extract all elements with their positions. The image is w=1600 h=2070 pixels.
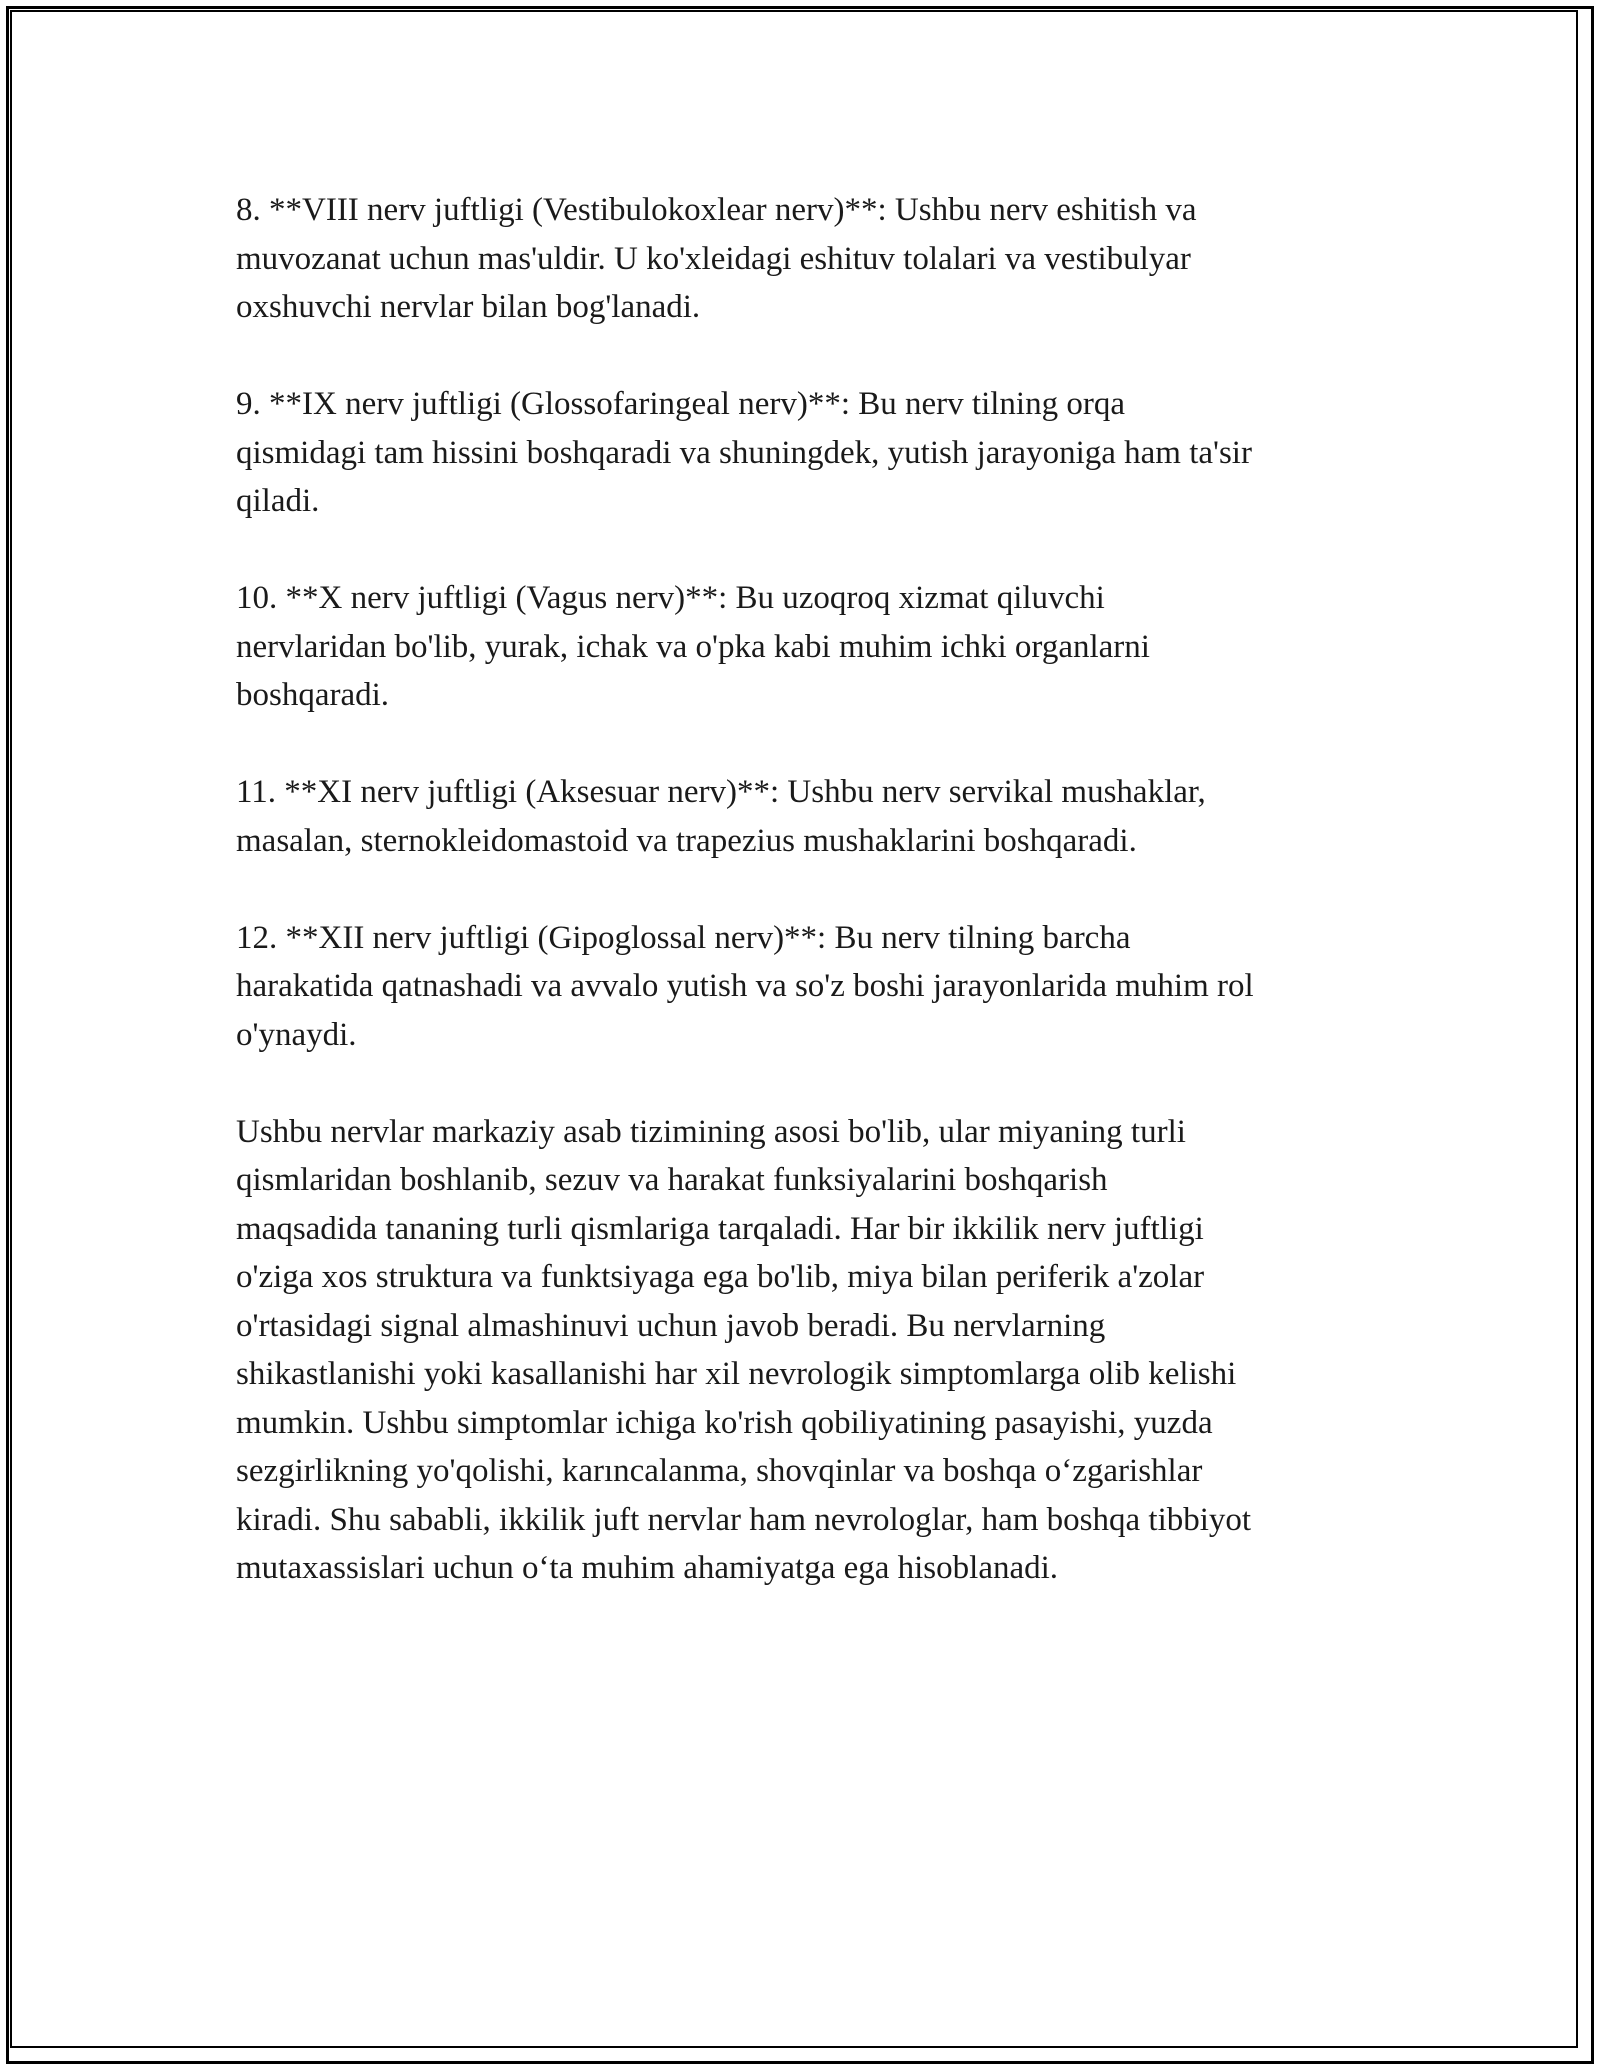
paragraph-x-nerve: 10. **X nerv juftligi (Vagus nerv)**: Bu uzoqroq xizmat qiluvchi nervlaridan bo'lib, yurak, ichak va o'pka kabi muhim ichki organlarni boshqaradi. <box>236 580 1150 713</box>
paragraph-xii-nerve: 12. **XII nerv juftligi (Gipoglossal nerv)**: Bu nerv tilning barcha harakatida qatnashadi va avvalo yutish va so'z boshi jarayonlarida muhim rol o'ynaydi. <box>236 919 1254 1053</box>
paragraph-summary: Ushbu nervlar markaziy asab tizimining asosi bo'lib, ular miyaning turli qismlaridan boshlanib, sezuv va harakat funksiyalarini boshqarish maqsadida tananing turli qismlariga tarqaladi. Har bir ikkilik nerv juftligi o'ziga xos struktura va funktsiyaga ega bo'lib, miya bilan periferik a'zolar o'rtasidagi signal almashinuvi uchun javob beradi. Bu nervlarning shikastlanishi yoki kasallanishi har xil nevrologik simptomlarga olib kelishi mumkin. Ushbu simptomlar ichiga ko'rish qobiliyatining pasayishi, yuzda sezgirlikning yo'qolishi, karıncalanma, shovqinlar va boshqa o‘zgarishlar kiradi. Shu sababli, ikkilik juft nervlar ham nevrologlar, ham boshqa tibbiyot mutaxassislari uchun o‘ta muhim ahamiyatga ega hisoblanadi. <box>236 1113 1252 1586</box>
paragraph-xi-nerve: 11. **XI nerv juftligi (Aksesuar nerv)**: Ushbu nerv servikal mushaklar, masalan, sternokleidomastoid va trapezius mushaklarini boshqaradi. <box>236 774 1206 859</box>
document-body <box>236 186 1376 1641</box>
paragraph-ix-nerve: 9. **IX nerv juftligi (Glossofaringeal nerv)**: Bu nerv tilning orqa qismidagi tam hissini boshqaradi va shuningdek, yutish jarayoniga ham ta'sir qiladi. <box>236 386 1252 519</box>
paragraph-viii-nerve: 8. **VIII nerv juftligi (Vestibulokoxlear nerv)**: Ushbu nerv eshitish va muvozanat uchun mas'uldir. U ko'xleidagi eshituv tolalari va vestibulyar oxshuvchi nervlar bilan bog'lanadi. <box>236 192 1197 325</box>
